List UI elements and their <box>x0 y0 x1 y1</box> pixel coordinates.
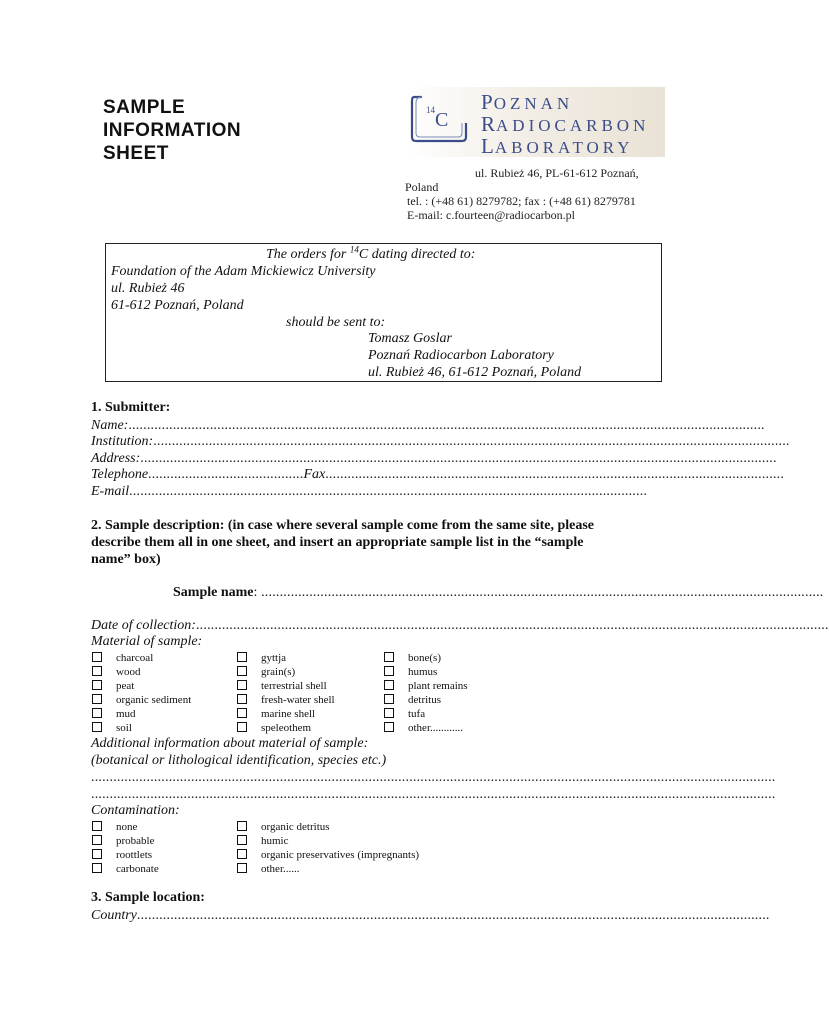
checkbox-square-icon[interactable] <box>384 680 394 690</box>
checkbox-label: organic detritus <box>261 821 330 833</box>
checkbox-option[interactable] <box>92 651 153 665</box>
title-line: INFORMATION <box>103 120 242 141</box>
orders-text: C dating directed to: <box>358 247 476 262</box>
checkbox-option[interactable] <box>92 834 154 848</box>
checkbox-label: probable <box>116 835 155 847</box>
contamination-label: Contamination: <box>91 803 180 818</box>
additional-info-line[interactable] <box>91 770 776 786</box>
checkbox-square-icon[interactable] <box>92 694 102 704</box>
checkbox-square-icon[interactable] <box>237 722 247 732</box>
checkbox-option[interactable] <box>237 707 315 721</box>
checkbox-option[interactable] <box>92 721 132 735</box>
title-line: SAMPLE <box>103 97 186 118</box>
fill-dots: ........................................................................................................................................................................... <box>195 618 829 633</box>
telephone-fax-field[interactable] <box>91 467 785 483</box>
checkbox-option[interactable] <box>237 679 327 693</box>
address-line-2: Poland <box>405 180 439 194</box>
submitter-heading: 1. Submitter: <box>91 400 171 415</box>
fax-label: Fax <box>303 467 326 482</box>
additional-info-line[interactable] <box>91 787 776 803</box>
country-label: Country <box>91 908 137 923</box>
checkbox-option[interactable] <box>92 848 152 862</box>
email-label: E-mail <box>91 484 130 499</box>
checkbox-label: none <box>116 821 138 833</box>
checkbox-square-icon[interactable] <box>237 849 247 859</box>
fill-dots: ............................................................................................................................................................................ <box>128 418 765 433</box>
c14-logo-mark-icon <box>410 93 468 145</box>
address-line-1: ul. Rubież 46, PL-61-612 Poznań, <box>475 166 639 180</box>
date-of-collection-label: Date of collection: <box>91 618 196 633</box>
checkbox-label: speleothem <box>261 722 312 734</box>
logo-rest: ABORATORY <box>494 138 634 157</box>
checkbox-square-icon[interactable] <box>384 666 394 676</box>
name-label: Name: <box>91 418 129 433</box>
logo-cap: L <box>481 134 495 158</box>
checkbox-square-icon[interactable] <box>237 821 247 831</box>
institution-label: Institution: <box>91 434 154 449</box>
checkbox-label: mud <box>116 708 136 720</box>
checkbox-option[interactable] <box>384 721 463 735</box>
orders-line-5: should be sent to: <box>286 315 386 330</box>
fill-dots: ........................................................................................................................................................ <box>257 585 824 600</box>
checkbox-option[interactable] <box>92 665 140 679</box>
fill-dots: ............................................................................................................................................................................ <box>153 434 790 449</box>
orders-line-6: Tomasz Goslar <box>368 331 452 346</box>
sample-name-field[interactable] <box>173 585 824 601</box>
logo-mark-sup: 14 <box>426 105 435 115</box>
checkbox-label: peat <box>116 680 135 692</box>
fill-dots: ........................................................................................................................................................................... <box>136 908 770 923</box>
checkbox-square-icon[interactable] <box>384 722 394 732</box>
checkbox-label: roottlets <box>116 849 153 861</box>
checkbox-square-icon[interactable] <box>92 835 102 845</box>
sample-description-heading-3: name” box) <box>91 552 161 567</box>
checkbox-label: organic preservatives (impregnants) <box>261 849 420 861</box>
address-email: E-mail: c.fourteen@radiocarbon.pl <box>407 208 575 222</box>
checkbox-label: organic sediment <box>116 694 192 706</box>
sample-name-label: Sample name <box>173 585 254 600</box>
checkbox-label: bone(s) <box>408 652 441 664</box>
checkbox-label: marine shell <box>261 708 316 720</box>
fill-dots: .......................................... <box>148 467 304 482</box>
logo-cap: P <box>481 90 494 114</box>
checkbox-option[interactable] <box>237 820 330 834</box>
checkbox-square-icon[interactable] <box>384 694 394 704</box>
material-of-sample-label: Material of sample: <box>91 634 203 649</box>
additional-info-label: Additional information about material of sample: <box>91 736 369 751</box>
checkbox-label: tufa <box>408 708 426 720</box>
checkbox-square-icon[interactable] <box>384 708 394 718</box>
orders-line-1 <box>266 246 475 263</box>
orders-line-4: 61-612 Poznań, Poland <box>111 298 244 313</box>
checkbox-option[interactable] <box>237 862 300 876</box>
checkbox-label: soil <box>116 722 132 734</box>
checkbox-square-icon[interactable] <box>92 708 102 718</box>
orders-line-3: ul. Rubież 46 <box>111 281 185 296</box>
checkbox-square-icon[interactable] <box>237 863 247 873</box>
checkbox-label: carbonate <box>116 863 159 875</box>
checkbox-square-icon[interactable] <box>237 652 247 662</box>
country-field[interactable] <box>91 908 770 924</box>
checkbox-option[interactable] <box>92 820 137 834</box>
orders-info-box <box>105 243 662 382</box>
logo-rest: ADIOCARBON <box>496 116 650 135</box>
checkbox-label: humic <box>261 835 289 847</box>
checkbox-option[interactable] <box>237 721 311 735</box>
checkbox-option[interactable] <box>92 707 136 721</box>
fill-dots: ............................................................................................................................ <box>325 467 785 482</box>
orders-line-8: ul. Rubież 46, 61-612 Poznań, Poland <box>368 365 582 380</box>
checkbox-label: other............ <box>408 722 463 734</box>
checkbox-square-icon[interactable] <box>92 863 102 873</box>
fill-dots: ......................................................................................................................................................................................... <box>91 770 776 785</box>
sample-name-colon: : <box>253 585 258 600</box>
orders-line-7: Poznań Radiocarbon Laboratory <box>368 348 554 363</box>
institution-field[interactable] <box>91 434 790 450</box>
checkbox-label: plant remains <box>408 680 468 692</box>
sample-description-heading-1: 2. Sample description: (in case where several sample come from the same site, please <box>91 518 594 533</box>
checkbox-square-icon[interactable] <box>92 680 102 690</box>
logo-cap: R <box>481 112 497 136</box>
checkbox-option[interactable] <box>237 848 419 862</box>
checkbox-square-icon[interactable] <box>384 652 394 662</box>
sample-description-heading-2: describe them all in one sheet, and insert an appropriate sample list in the “sample <box>91 535 584 550</box>
checkbox-option[interactable] <box>237 834 289 848</box>
checkbox-label: fresh-water shell <box>261 694 335 706</box>
checkbox-label: grain(s) <box>261 666 296 678</box>
orders-sup: 14 <box>349 244 359 255</box>
checkbox-square-icon[interactable] <box>92 666 102 676</box>
checkbox-option[interactable] <box>237 651 286 665</box>
checkbox-square-icon[interactable] <box>92 722 102 732</box>
address-field[interactable] <box>91 451 777 467</box>
address-label: Address: <box>91 451 141 466</box>
checkbox-label: charcoal <box>116 652 154 664</box>
checkbox-label: detritus <box>408 694 441 706</box>
sheet-title <box>103 96 241 165</box>
laboratory-logo <box>405 87 665 157</box>
logo-rest: OZNAN <box>493 94 574 113</box>
checkbox-option[interactable] <box>92 693 191 707</box>
checkbox-label: other...... <box>261 863 300 875</box>
fill-dots: ......................................................................................................................................................................................... <box>91 787 776 802</box>
date-of-collection-field[interactable] <box>91 618 829 634</box>
additional-info-hint: (botanical or lithological identification, species etc.) <box>91 753 387 768</box>
orders-line-2: Foundation of the Adam Mickiewicz University <box>111 264 376 279</box>
fill-dots: ............................................................................................................................................ <box>129 484 648 499</box>
checkbox-square-icon[interactable] <box>92 849 102 859</box>
checkbox-label: wood <box>116 666 141 678</box>
checkbox-option[interactable] <box>92 679 134 693</box>
checkbox-square-icon[interactable] <box>237 694 247 704</box>
checkbox-option[interactable] <box>384 693 441 707</box>
name-field[interactable] <box>91 418 765 434</box>
title-line: SHEET <box>103 143 169 164</box>
email-field[interactable] <box>91 484 648 500</box>
checkbox-label: terrestrial shell <box>261 680 327 692</box>
checkbox-option[interactable] <box>92 862 159 876</box>
checkbox-option[interactable] <box>384 679 468 693</box>
checkbox-option[interactable] <box>384 651 441 665</box>
sample-location-heading: 3. Sample location: <box>91 890 205 905</box>
checkbox-square-icon[interactable] <box>237 666 247 676</box>
checkbox-option[interactable] <box>384 665 437 679</box>
checkbox-label: gyttja <box>261 652 287 664</box>
checkbox-square-icon[interactable] <box>92 821 102 831</box>
checkbox-label: humus <box>408 666 438 678</box>
address-phone-fax: tel. : (+48 61) 8279782; fax : (+48 61) 8279781 <box>407 194 636 208</box>
checkbox-option[interactable] <box>237 693 335 707</box>
logo-wordmark <box>481 92 649 158</box>
checkbox-square-icon[interactable] <box>237 680 247 690</box>
logo-mark-letter: C <box>435 109 449 131</box>
checkbox-option[interactable] <box>237 665 295 679</box>
telephone-label: Telephone <box>91 467 149 482</box>
fill-dots: ............................................................................................................................................................................ <box>140 451 777 466</box>
checkbox-square-icon[interactable] <box>92 652 102 662</box>
orders-text: The orders for <box>266 247 350 262</box>
checkbox-square-icon[interactable] <box>237 708 247 718</box>
checkbox-option[interactable] <box>384 707 425 721</box>
checkbox-square-icon[interactable] <box>237 835 247 845</box>
